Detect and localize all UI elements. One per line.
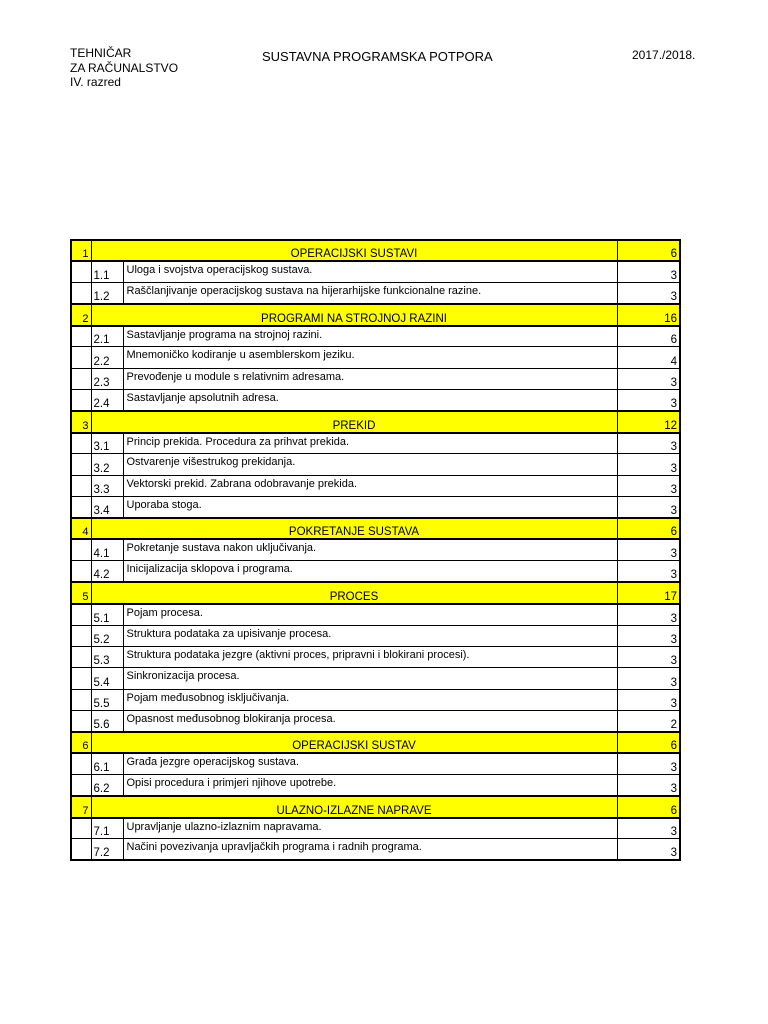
section-hours: 16 [617,304,680,325]
topic-row [71,539,680,560]
topic-code: 5.4 [91,668,123,689]
section-row [71,582,680,603]
row-spacer [71,561,91,582]
topic-hours: 3 [617,604,680,625]
topic-row [71,646,680,667]
topic-row [71,368,680,389]
topic-description: Pojam procesa. [123,604,617,625]
topic-hours: 3 [617,539,680,560]
row-spacer [71,818,91,839]
topic-hours: 3 [617,261,680,282]
row-spacer [71,347,91,368]
row-spacer [71,283,91,304]
row-spacer [71,625,91,646]
section-hours: 12 [617,411,680,432]
section-hours: 6 [617,518,680,539]
topic-description: Opisi procedura i primjeri njihove upotrebe. [123,775,617,796]
topic-description: Sinkronizacija procesa. [123,668,617,689]
topic-code: 6.1 [91,753,123,774]
topic-hours: 3 [617,475,680,496]
topic-row [71,775,680,796]
topic-description: Struktura podataka jezgre (aktivni proces, pripravni i blokirani procesi). [123,646,617,667]
topic-description: Građa jezgre operacijskog sustava. [123,753,617,774]
topic-row [71,390,680,411]
topic-description: Princip prekida. Procedura za prihvat prekida. [123,433,617,454]
section-title: PREKID [91,411,617,432]
topic-hours: 3 [617,668,680,689]
topic-code: 3.4 [91,497,123,518]
topic-hours: 3 [617,561,680,582]
program-line-1: TEHNIČAR [70,46,132,60]
row-spacer [71,261,91,282]
section-hours: 17 [617,582,680,603]
section-hours: 6 [617,732,680,753]
section-title: ULAZNO-IZLAZNE NAPRAVE [91,796,617,817]
section-title: PROCES [91,582,617,603]
topic-hours: 3 [617,689,680,710]
topic-hours: 3 [617,839,680,860]
row-spacer [71,711,91,732]
row-spacer [71,689,91,710]
topic-code: 3.3 [91,475,123,496]
topic-hours: 4 [617,347,680,368]
topic-description: Načini povezivanja upravljačkih programa i radnih programa. [123,839,617,860]
topic-code: 5.3 [91,646,123,667]
topic-hours: 3 [617,646,680,667]
topic-hours: 2 [617,711,680,732]
topic-hours: 3 [617,454,680,475]
grade-line: IV. razred [70,75,121,89]
section-number: 3 [71,411,91,432]
row-spacer [71,646,91,667]
section-number: 7 [71,796,91,817]
topic-code: 4.1 [91,539,123,560]
section-hours: 6 [617,240,680,261]
topic-description: Mnemoničko kodiranje u asemblerskom jeziku. [123,347,617,368]
topic-description: Uloga i svojstva operacijskog sustava. [123,261,617,282]
curriculum-table [70,239,681,861]
topic-row [71,261,680,282]
topic-code: 5.1 [91,604,123,625]
section-title: OPERACIJSKI SUSTAVI [91,240,617,261]
topic-description: Sastavljanje programa na strojnoj razini. [123,326,617,347]
topic-hours: 3 [617,625,680,646]
section-number: 6 [71,732,91,753]
section-title: OPERACIJSKI SUSTAV [91,732,617,753]
topic-hours: 3 [617,283,680,304]
topic-row [71,689,680,710]
subject-title: SUSTAVNA PROGRAMSKA POTPORA [262,49,493,64]
school-program-label [70,46,178,90]
topic-description: Vektorski prekid. Zabrana odobravanje prekida. [123,475,617,496]
topic-code: 1.2 [91,283,123,304]
topic-hours: 3 [617,818,680,839]
program-line-2: ZA RAČUNALSTVO [70,60,179,75]
topic-hours: 3 [617,368,680,389]
section-number: 1 [71,240,91,261]
topic-description: Prevođenje u module s relativnim adresama. [123,368,617,389]
row-spacer [71,368,91,389]
row-spacer [71,753,91,774]
topic-hours: 3 [617,753,680,774]
topic-code: 2.2 [91,347,123,368]
row-spacer [71,497,91,518]
topic-code: 3.1 [91,433,123,454]
row-spacer [71,604,91,625]
topic-row [71,625,680,646]
topic-hours: 6 [617,326,680,347]
topic-code: 5.6 [91,711,123,732]
topic-row [71,347,680,368]
topic-code: 1.1 [91,261,123,282]
topic-description: Opasnost međusobnog blokiranja procesa. [123,711,617,732]
row-spacer [71,326,91,347]
topic-row [71,711,680,732]
topic-hours: 3 [617,775,680,796]
topic-description: Inicijalizacija sklopova i programa. [123,561,617,582]
topic-code: 6.2 [91,775,123,796]
section-title: POKRETANJE SUSTAVA [91,518,617,539]
topic-description: Struktura podataka za upisivanje procesa. [123,625,617,646]
section-hours: 6 [617,796,680,817]
topic-row [71,433,680,454]
topic-code: 2.1 [91,326,123,347]
section-number: 4 [71,518,91,539]
row-spacer [71,668,91,689]
row-spacer [71,539,91,560]
topic-description: Pojam međusobnog isključivanja. [123,689,617,710]
section-row [71,732,680,753]
topic-code: 7.1 [91,818,123,839]
topic-hours: 3 [617,497,680,518]
topic-description: Sastavljanje apsolutnih adresa. [123,390,617,411]
topic-row [71,818,680,839]
topic-description: Raščlanjivanje operacijskog sustava na hijerarhijske funkcionalne razine. [123,283,617,304]
topic-row [71,753,680,774]
topic-code: 2.3 [91,368,123,389]
row-spacer [71,839,91,860]
topic-code: 3.2 [91,454,123,475]
topic-row [71,604,680,625]
row-spacer [71,775,91,796]
topic-code: 5.5 [91,689,123,710]
section-row [71,240,680,261]
topic-row [71,839,680,860]
topic-row [71,454,680,475]
section-row [71,518,680,539]
row-spacer [71,390,91,411]
topic-code: 4.2 [91,561,123,582]
school-year: 2017./2018. [632,48,696,62]
topic-code: 5.2 [91,625,123,646]
topic-row [71,283,680,304]
topic-description: Upravljanje ulazno-izlaznim napravama. [123,818,617,839]
topic-row [71,668,680,689]
section-row [71,304,680,325]
topic-hours: 3 [617,390,680,411]
section-number: 5 [71,582,91,603]
topic-description: Ostvarenje višestrukog prekidanja. [123,454,617,475]
topic-code: 7.2 [91,839,123,860]
topic-description: Pokretanje sustava nakon uključivanja. [123,539,617,560]
topic-description: Uporaba stoga. [123,497,617,518]
row-spacer [71,433,91,454]
section-row [71,796,680,817]
topic-code: 2.4 [91,390,123,411]
row-spacer [71,454,91,475]
topic-row [71,326,680,347]
row-spacer [71,475,91,496]
section-number: 2 [71,304,91,325]
topic-row [71,475,680,496]
topic-hours: 3 [617,433,680,454]
section-title: PROGRAMI NA STROJNOJ RAZINI [91,304,617,325]
curriculum-table-body [71,240,680,860]
section-row [71,411,680,432]
topic-row [71,497,680,518]
topic-row [71,561,680,582]
